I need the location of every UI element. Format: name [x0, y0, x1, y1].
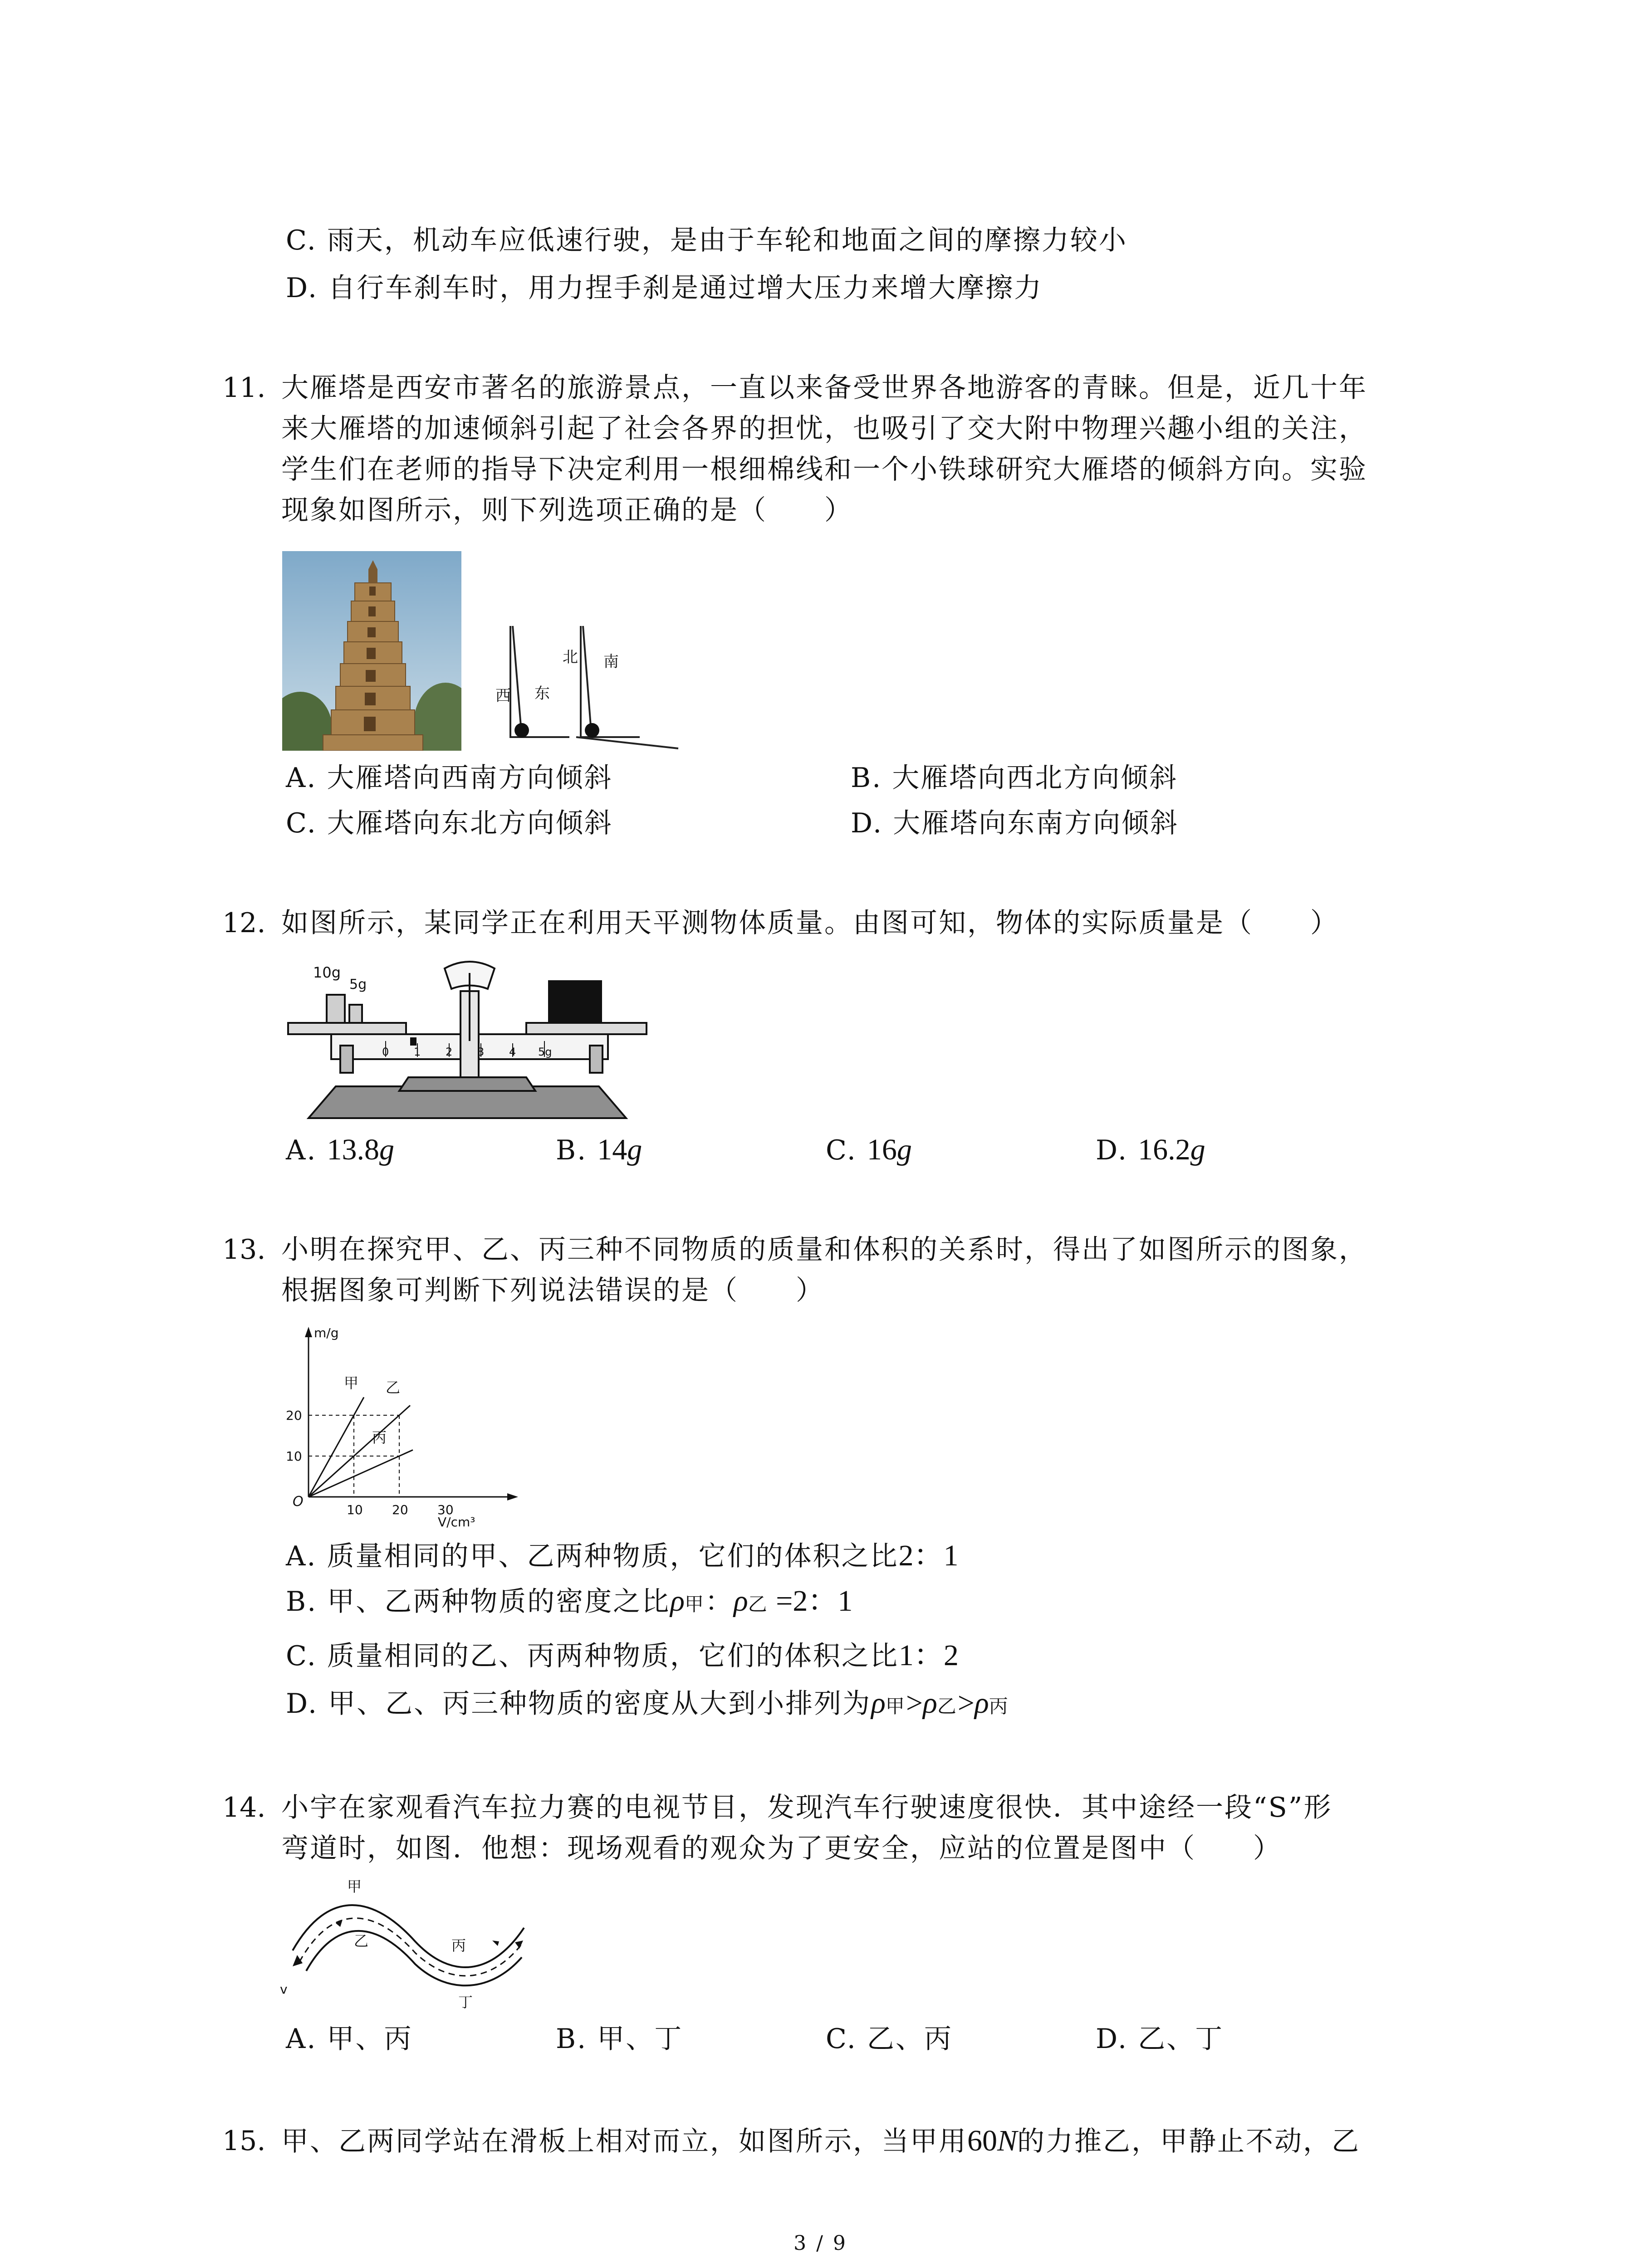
page-number: 3 / 9 — [794, 2232, 847, 2255]
series-label-1: 乙 — [386, 1379, 401, 1396]
q12-option-b — [556, 1132, 642, 1168]
q13-option-d-rho-1: ρ — [871, 1686, 886, 1720]
q13-option-b-rho-2: ρ — [733, 1584, 748, 1618]
question-14-line-2: 弯道时，如图．他想：现场观看的观众为了更安全，应站的位置是图中（ ） — [281, 1833, 1282, 1864]
q13-option-b-sub-1: 甲 — [684, 1593, 705, 1615]
q12-option-b-value: 14 — [597, 1133, 627, 1166]
q12-option-b-unit: g — [627, 1133, 642, 1166]
label-north: 北 — [563, 648, 578, 666]
q13-option-d — [286, 1685, 1009, 1725]
q13-option-d-rho-2: ρ — [923, 1686, 937, 1720]
ruler-tick-5g: 5g — [538, 1046, 552, 1058]
question-15-unit: N — [997, 2124, 1018, 2157]
q13-option-b-sub-2: 乙 — [748, 1593, 769, 1615]
plumb-line-diagram — [467, 617, 685, 753]
q13-option-b-text: B. 甲、乙两种物质的密度之比 — [286, 1586, 671, 1618]
q11-option-b: B. 大雁塔向西北方向倾斜 — [851, 762, 1178, 794]
q14-option-b: B. 甲、丁 — [556, 2023, 683, 2055]
x-axis-arrow — [507, 1493, 518, 1501]
q13-option-d-sub-2: 乙 — [937, 1695, 958, 1717]
label-jia: 甲 — [347, 1878, 362, 1895]
series-line-0 — [309, 1397, 364, 1497]
mass-volume-chart — [272, 1320, 526, 1533]
q12-option-b-letter: B. — [556, 1134, 588, 1166]
q14-option-d: D. 乙、丁 — [1096, 2023, 1224, 2055]
q13-option-b-colon: ： — [705, 1586, 734, 1618]
label-bing: 丙 — [451, 1937, 466, 1954]
weight-10g-label: 10g — [313, 964, 341, 981]
q13-option-c — [286, 1637, 959, 1674]
q13-option-a — [286, 1538, 958, 1574]
label-ding: 丁 — [458, 1994, 473, 2009]
q10-option-c: C. 雨天，机动车应低速行驶，是由于车轮和地面之间的摩擦力较小 — [286, 225, 1127, 256]
q13-option-c-ratio: 1：2 — [898, 1639, 959, 1672]
x-tick-1: 20 — [392, 1502, 408, 1517]
q12-option-a — [286, 1132, 394, 1168]
q13-option-a-ratio: 2：1 — [898, 1539, 959, 1572]
balance-diagram — [281, 955, 653, 1123]
ruler-tick-3: 3 — [477, 1046, 485, 1058]
x-tick-0: 10 — [347, 1502, 363, 1517]
q13-option-c-text: C. 质量相同的乙、丙两种物质，它们的体积之比 — [286, 1640, 899, 1672]
question-15-text-pre: 甲、乙两同学站在滑板上相对而立，如图所示，当甲用 — [281, 2126, 967, 2157]
y-tick-1: 20 — [286, 1408, 302, 1423]
q12-option-c-letter: C. — [826, 1134, 857, 1166]
question-12-text: 如图所示，某同学正在利用天平测物体质量。由图可知，物体的实际质量是（ ） — [281, 907, 1339, 939]
q13-option-d-text: D. 甲、乙、丙三种物质的密度从大到小排列为 — [286, 1688, 872, 1720]
q12-option-d-letter: D. — [1096, 1134, 1128, 1166]
y-axis-label: m/g — [314, 1325, 339, 1340]
question-11-line-4: 现象如图所示，则下列选项正确的是（ ） — [281, 494, 853, 526]
y-tick-0: 10 — [286, 1449, 302, 1464]
q13-option-d-rho-3: ρ — [975, 1686, 989, 1720]
question-11-number: 11. — [222, 372, 266, 404]
q12-option-c-value: 16 — [867, 1133, 897, 1166]
question-11-line-3: 学生们在老师的指导下决定利用一根细棉线和一个小铁球研究大雁塔的倾斜方向。实验 — [281, 454, 1367, 485]
question-13-number: 13. — [222, 1234, 266, 1266]
s-curve-diagram — [279, 1878, 533, 2009]
label-south: 南 — [603, 653, 619, 671]
q10-option-d: D. 自行车刹车时，用力捏手刹是通过增大压力来增大摩擦力 — [286, 272, 1043, 304]
question-13-line-2: 根据图象可判断下列说法错误的是（ ） — [281, 1275, 824, 1306]
y-axis-arrow — [305, 1327, 312, 1337]
q12-option-c-unit: g — [896, 1133, 912, 1166]
q12-option-c — [826, 1132, 912, 1168]
question-11-line-2: 来大雁塔的加速倾斜引起了社会各界的担忧，也吸引了交大附中物理兴趣小组的关注， — [281, 413, 1367, 445]
label-v: v — [280, 1982, 288, 1997]
question-14-number: 14. — [222, 1792, 266, 1823]
q12-option-d-value: 16.2 — [1138, 1133, 1190, 1166]
question-14-line-1: 小宇在家观看汽车拉力赛的电视节目，发现汽车行驶速度很快．其中途经一段“S”形 — [281, 1792, 1332, 1823]
question-13-line-1: 小明在探究甲、乙、丙三种不同物质的质量和体积的关系时，得出了如图所示的图象， — [281, 1234, 1367, 1266]
ruler-tick-1: 1 — [414, 1046, 421, 1058]
q13-option-b-ratio: =2：1 — [768, 1584, 853, 1618]
q12-option-a-letter: A. — [286, 1134, 317, 1166]
q12-option-a-unit: g — [379, 1133, 394, 1166]
question-15-number: 15. — [222, 2125, 266, 2157]
ruler-tick-0: 0 — [382, 1046, 389, 1058]
q13-option-b-rho-1: ρ — [670, 1584, 685, 1618]
series-label-2: 丙 — [372, 1429, 387, 1446]
q13-option-d-sub-3: 丙 — [989, 1695, 1009, 1717]
series-label-0: 甲 — [344, 1374, 359, 1392]
question-15-text-post: 的力推乙，甲静止不动，乙 — [1017, 2126, 1361, 2157]
x-axis-label: V/cm³ — [438, 1515, 475, 1530]
question-15-force: 60 — [967, 2124, 997, 2157]
q11-option-d: D. 大雁塔向东南方向倾斜 — [851, 807, 1179, 839]
weight-5g-label: 5g — [349, 977, 367, 992]
q13-option-d-sub-1: 甲 — [885, 1695, 906, 1717]
q13-option-d-gt-1: > — [906, 1686, 923, 1720]
q13-option-d-gt-2: > — [957, 1686, 975, 1720]
ruler-tick-4: 4 — [509, 1046, 516, 1058]
label-east: 东 — [534, 684, 550, 703]
q14-option-a: A. 甲、丙 — [286, 2023, 413, 2055]
question-12-number: 12. — [222, 907, 266, 939]
label-yi: 乙 — [354, 1932, 369, 1950]
question-15-text — [281, 2123, 1360, 2160]
chart-axes — [309, 1331, 513, 1497]
series-line-2 — [309, 1450, 413, 1497]
q13-option-b — [286, 1583, 852, 1623]
q11-option-a: A. 大雁塔向西南方向倾斜 — [286, 762, 613, 794]
q11-option-c: C. 大雁塔向东北方向倾斜 — [286, 807, 613, 839]
q13-option-a-text: A. 质量相同的甲、乙两种物质，它们的体积之比 — [286, 1540, 899, 1572]
q12-option-d-unit: g — [1190, 1133, 1205, 1166]
x-tick-2: 30 — [437, 1502, 454, 1517]
question-11-line-1: 大雁塔是西安市著名的旅游景点，一直以来备受世界各地游客的青睐。但是，近几十年 — [281, 372, 1367, 404]
ruler-tick-2: 2 — [446, 1046, 453, 1058]
series-line-1 — [309, 1405, 410, 1497]
q12-option-a-value: 13.8 — [327, 1133, 379, 1166]
q12-option-d — [1096, 1132, 1205, 1168]
q14-option-c: C. 乙、丙 — [826, 2023, 953, 2055]
pagoda-photo — [282, 551, 461, 751]
origin-label: O — [293, 1494, 304, 1510]
label-west: 西 — [495, 687, 511, 705]
